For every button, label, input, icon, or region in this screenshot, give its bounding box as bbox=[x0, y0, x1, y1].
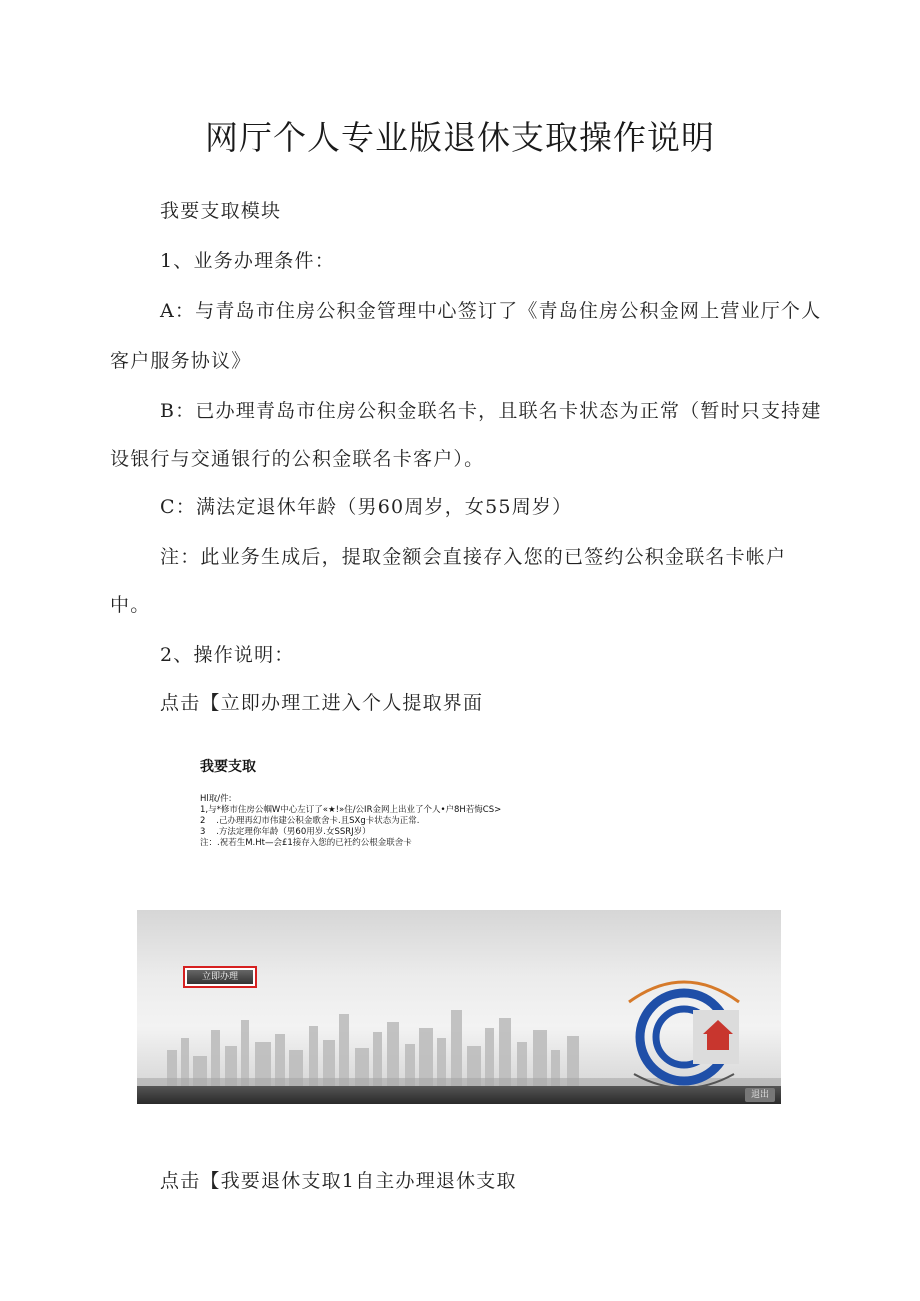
conditions-heading: 1、业务办理条件： bbox=[160, 250, 335, 272]
click-instruction-2: 点击【我要退休支取1自主办理退休支取 bbox=[160, 1170, 517, 1192]
condition-a-line2: 客户服务协议》 bbox=[110, 350, 252, 372]
condition-c: C：满法定退休年龄（男60周岁，女55周岁） bbox=[160, 496, 573, 518]
screenshot-line2-text: .己办理再幻市伟建公积金歌舍卡.且SXg卡状态为正常. bbox=[216, 816, 420, 826]
condition-b-line2: 设银行与交通银行的公积金联名卡客户）。 bbox=[110, 448, 485, 470]
embedded-screenshot-banner bbox=[137, 910, 781, 1104]
note-line1: 注：此业务生成后，提取金额会直接存入您的已签约公积金联名卡帐户 bbox=[160, 546, 787, 568]
screenshot-line3 bbox=[200, 827, 760, 838]
apply-now-button[interactable]: 立即办理 bbox=[183, 966, 257, 988]
operations-heading: 2、操作说明： bbox=[160, 644, 295, 666]
page-title: 网厅个人专业版退休支取操作说明 bbox=[205, 118, 715, 157]
screenshot-line2-num: 2 bbox=[200, 816, 206, 826]
section-heading: 我要支取模块 bbox=[160, 200, 282, 222]
condition-a-line1: A：与青岛市住房公积金管理中心签订了《青岛住房公积金网上营业厅个人 bbox=[160, 300, 822, 322]
embedded-screenshot-conditions bbox=[200, 756, 760, 849]
exit-button[interactable]: 退出 bbox=[745, 1088, 775, 1102]
banner-bottom-bar bbox=[137, 1086, 781, 1104]
screenshot-heading: 我要支取 bbox=[200, 759, 256, 775]
condition-b-line1: B：已办理青岛市住房公积金联名卡，且联名卡状态为正常（暂时只支持建 bbox=[160, 400, 822, 422]
housing-fund-logo-icon bbox=[609, 962, 759, 1092]
screenshot-line1: 1,与*修市住房公帼W中心左订了«★!»住/公IR金网上出业了个人•户8H若悔CS> bbox=[200, 805, 502, 815]
note-line2: 中。 bbox=[110, 594, 151, 616]
screenshot-line3-num: 3 bbox=[200, 827, 206, 837]
screenshot-line4: 注：.祝若生M.Ht—会£1接存入您的已衽约公根金联舍卡 bbox=[200, 838, 412, 848]
screenshot-line2 bbox=[200, 816, 760, 827]
click-instruction-1: 点击【立即办理工进入个人提取界面 bbox=[160, 692, 484, 714]
screenshot-line0: Hl取/件: bbox=[200, 794, 232, 804]
screenshot-line3-text: .方法定理你年龄（男60用岁.女SSRJ岁） bbox=[216, 827, 371, 837]
